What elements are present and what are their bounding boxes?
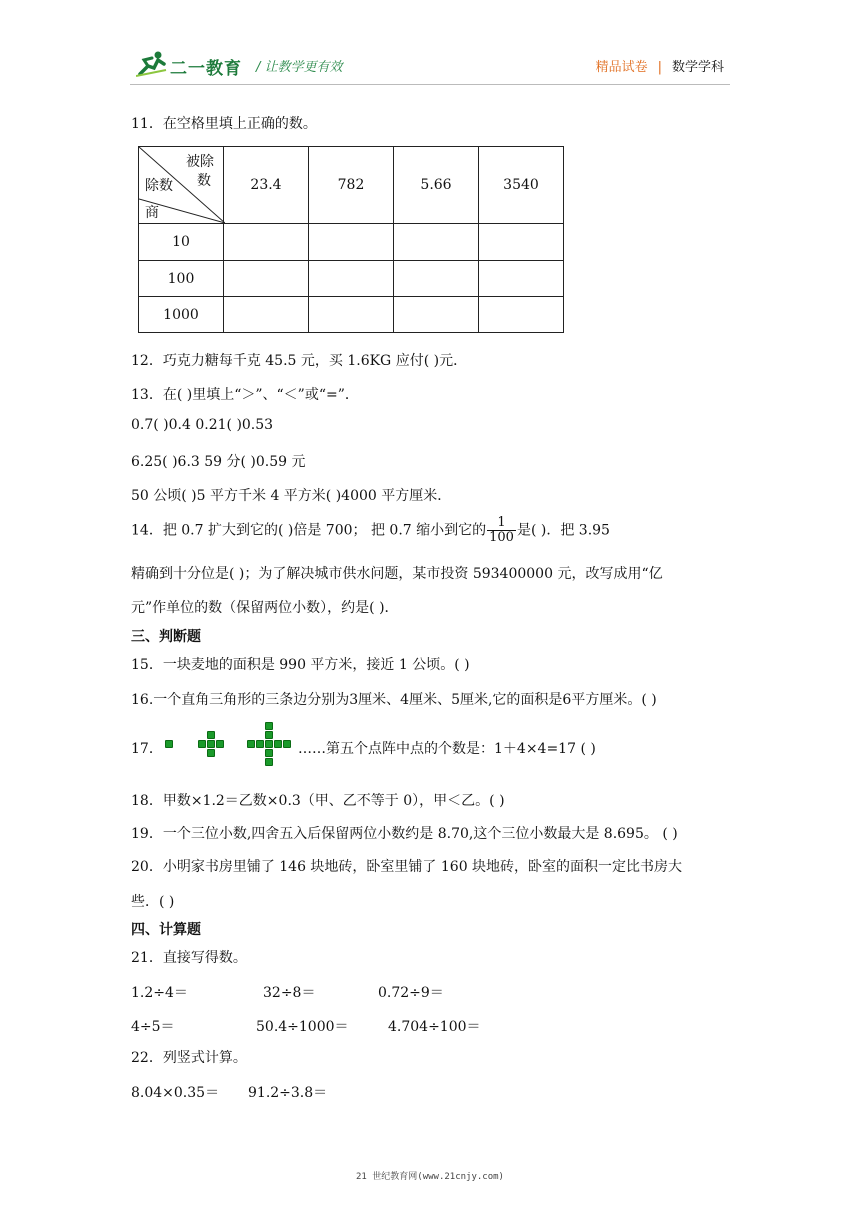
- question-16: 16.一个直角三角形的三条边分别为3厘米、4厘米、5厘米,它的面积是6平方厘米。( ): [131, 692, 657, 708]
- dot: [265, 731, 273, 739]
- question-17-text: ……第五个点阵中点的个数是：1＋4×4=17 ( ): [298, 741, 596, 757]
- calc-item: 32÷8＝: [263, 985, 316, 1001]
- header-right: [596, 56, 724, 75]
- divisor-cell: 10: [139, 224, 224, 261]
- dot: [265, 740, 273, 748]
- dot: [207, 749, 215, 757]
- corner-label-divisor: 除数: [145, 178, 173, 194]
- answer-cell[interactable]: [224, 297, 309, 333]
- divisor-cell: 1000: [139, 297, 224, 333]
- fraction-denominator: 100: [489, 530, 514, 545]
- answer-cell[interactable]: [309, 261, 394, 297]
- dividend-cell: 23.4: [224, 147, 309, 224]
- question-21: 21．直接写得数。: [131, 950, 247, 966]
- question-22: 22．列竖式计算。: [131, 1050, 247, 1066]
- section-calculation-title: 四、计算题: [131, 922, 201, 938]
- question-13: 13．在( )里填上“＞”、“＜”或“=”．: [131, 387, 359, 403]
- calc-item: 0.72÷9＝: [378, 985, 444, 1001]
- question-14-line-3: 元”作单位的数（保留两位小数），约是( )．: [131, 600, 399, 616]
- dot: [207, 731, 215, 739]
- header-subject: 数学学科: [671, 60, 724, 75]
- answer-cell[interactable]: [309, 224, 394, 261]
- fraction-numerator: 1: [487, 516, 516, 531]
- calc-item: 91.2÷3.8＝: [248, 1085, 328, 1101]
- table-corner-cell: [139, 147, 224, 224]
- dot: [216, 740, 224, 748]
- answer-cell[interactable]: [224, 261, 309, 297]
- header-divider: [130, 84, 730, 85]
- dot: [165, 740, 173, 748]
- answer-cell[interactable]: [479, 224, 564, 261]
- question-14-part-a: 14．把 0.7 扩大到它的( )倍是 700； 把 0.7 缩小到它的: [131, 522, 487, 539]
- question-20: 20．小明家书房里铺了 146 块地砖，卧室里铺了 160 块地砖，卧室的面积一定比书房大: [131, 859, 683, 875]
- answer-cell[interactable]: [224, 224, 309, 261]
- calc-item: 4.704÷100＝: [388, 1019, 481, 1035]
- dot: [256, 740, 264, 748]
- dot: [283, 740, 291, 748]
- division-table: [138, 146, 564, 333]
- question-12: 12．巧克力糖每千克 45.5 元，买 1.6KG 应付( )元．: [131, 353, 468, 369]
- answer-cell[interactable]: [309, 297, 394, 333]
- header-separator: |: [657, 60, 662, 75]
- dot: [207, 740, 215, 748]
- question-14-part-b: 是( )．把 3.95: [516, 522, 610, 539]
- dividend-cell: 5.66: [394, 147, 479, 224]
- question-13-line-2: 6.25( )6.3 59 分( )0.59 元: [131, 454, 306, 470]
- question-18: 18．甲数×1.2＝乙数×0.3（甲、乙不等于 0），甲＜乙。( ): [131, 793, 505, 809]
- question-15: 15．一块麦地的面积是 990 平方米，接近 1 公顷。( ): [131, 657, 470, 673]
- dot: [247, 740, 255, 748]
- dot: [265, 758, 273, 766]
- calc-item: 4÷5＝: [131, 1019, 175, 1035]
- answer-cell[interactable]: [394, 261, 479, 297]
- answer-cell[interactable]: [394, 224, 479, 261]
- question-14-line-2: 精确到十分位是( )；为了解决城市供水问题，某市投资 593400000 元，改写成用“亿: [131, 566, 663, 582]
- calc-item: 50.4÷1000＝: [256, 1019, 349, 1035]
- divisor-cell: 100: [139, 261, 224, 297]
- answer-cell[interactable]: [479, 261, 564, 297]
- fraction: [487, 516, 516, 545]
- question-14: [131, 516, 610, 545]
- answer-cell[interactable]: [479, 297, 564, 333]
- section-judgement-title: 三、判断题: [131, 629, 201, 645]
- brand-name: 二一教育: [170, 59, 242, 79]
- question-11: 11．在空格里填上正确的数。: [131, 116, 317, 132]
- answer-cell[interactable]: [394, 297, 479, 333]
- dot: [274, 740, 282, 748]
- corner-label-dividend: 被除: [186, 154, 214, 170]
- question-17-number: 17．: [131, 741, 163, 757]
- calc-item: 8.04×0.35＝: [131, 1085, 220, 1101]
- question-19: 19．一个三位小数,四舍五入后保留两位小数约是 8.70,这个三位小数最大是 8.695。 ( ): [131, 826, 678, 842]
- brand-slogan: / 让教学更有效: [256, 60, 343, 75]
- dot: [198, 740, 206, 748]
- calc-item: 1.2÷4＝: [131, 985, 188, 1001]
- question-20-line-2: 些．( ): [131, 894, 175, 910]
- dot: [265, 722, 273, 730]
- corner-label-quotient: 商: [145, 205, 159, 221]
- dividend-cell: 3540: [479, 147, 564, 224]
- runner-logo-icon: [136, 50, 170, 78]
- page-footer: 21 世纪教育网(www.21cnjy.com): [356, 1172, 504, 1182]
- corner-label-dividend-2: 数: [197, 173, 211, 189]
- dot: [265, 749, 273, 757]
- question-13-line-3: 50 公顷( )5 平方千米 4 平方米( )4000 平方厘米．: [131, 488, 452, 504]
- question-13-line-1: 0.7( )0.4 0.21( )0.53: [131, 417, 274, 433]
- header-label: 精品试卷: [595, 60, 648, 75]
- dividend-cell: 782: [309, 147, 394, 224]
